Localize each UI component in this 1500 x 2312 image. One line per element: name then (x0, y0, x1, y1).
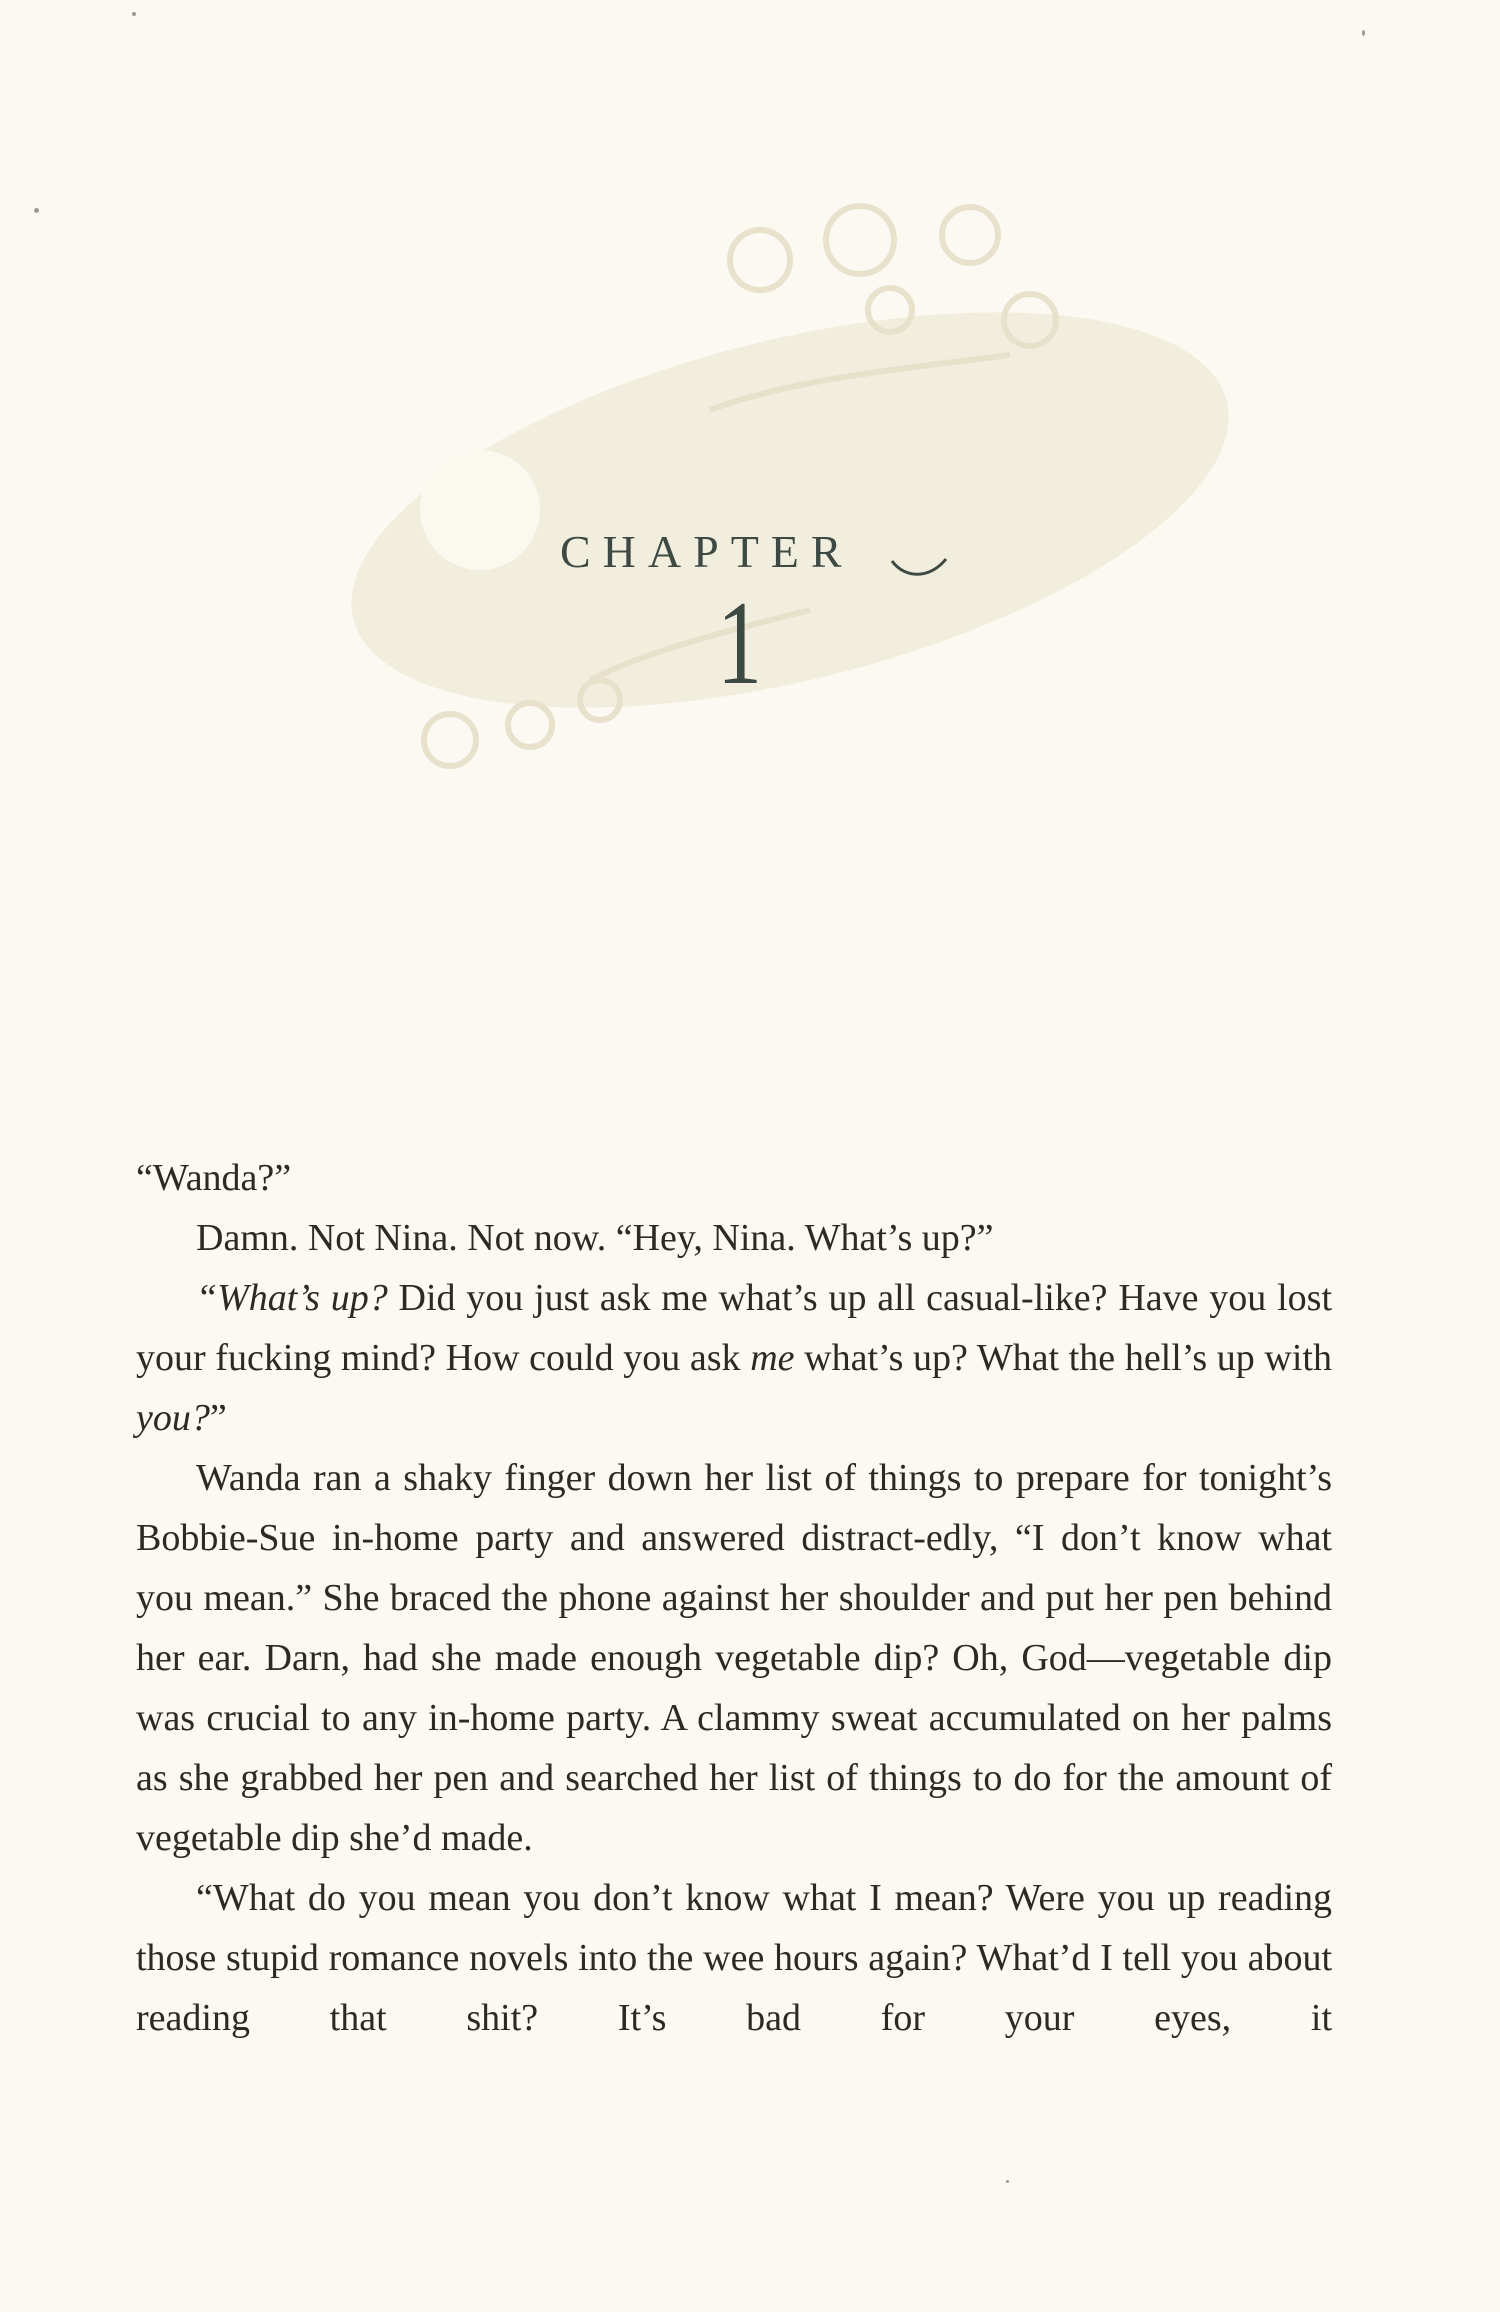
paragraph (136, 1868, 1332, 2048)
text-run: “What do you mean you don’t know what I mean? Were you up reading those stupid romance novels into the wee hours again? What’d I tell you about reading that shit? It’s bad for your eyes, it (136, 1877, 1332, 2039)
watermark-ornament (330, 180, 1370, 800)
chapter-label: CHAPTER (560, 526, 854, 577)
paragraph (136, 1448, 1332, 1868)
chapter-heading (560, 525, 960, 709)
scan-speck (132, 12, 136, 16)
italic-text: me (750, 1337, 795, 1379)
italic-text: “What’s up? (196, 1277, 388, 1319)
italic-text: you? (136, 1397, 210, 1439)
paragraph (136, 1268, 1332, 1448)
text-run: what’s up? What the hell’s up with (794, 1337, 1332, 1379)
scan-speck (1006, 2180, 1009, 2183)
flourish-ornament (890, 553, 950, 583)
scan-speck (1362, 30, 1365, 36)
text-run: “Wanda?” (136, 1157, 292, 1199)
paragraph (136, 1208, 1332, 1268)
text-run: ” (209, 1397, 227, 1439)
text-run: Wanda ran a shaky finger down her list of things to prepare for tonight’s Bobbie-Sue in-home party and answered distract-edly, “I don’t know what you mean.” She braced the phone against her shoulder and put her pen behind her ear. Darn, had she made enough vegetable dip? Oh, God—vegetable dip was crucial to any in-home party. A clammy sweat accumulated on her palms as she grabbed her pen and searched her list of things to do for the amount of vegetable dip she’d made. (136, 1457, 1332, 1859)
scan-speck (34, 208, 39, 213)
text-run: Did you just ask me what’s up all casual-like? Have you lost your fucking mind? How could you ask (136, 1277, 1333, 1379)
body-text (136, 1148, 1332, 2048)
text-run: Damn. Not Nina. Not now. “Hey, Nina. What’s up?” (196, 1217, 994, 1259)
chapter-number: 1 (717, 576, 762, 709)
paragraph (136, 1148, 1332, 1208)
